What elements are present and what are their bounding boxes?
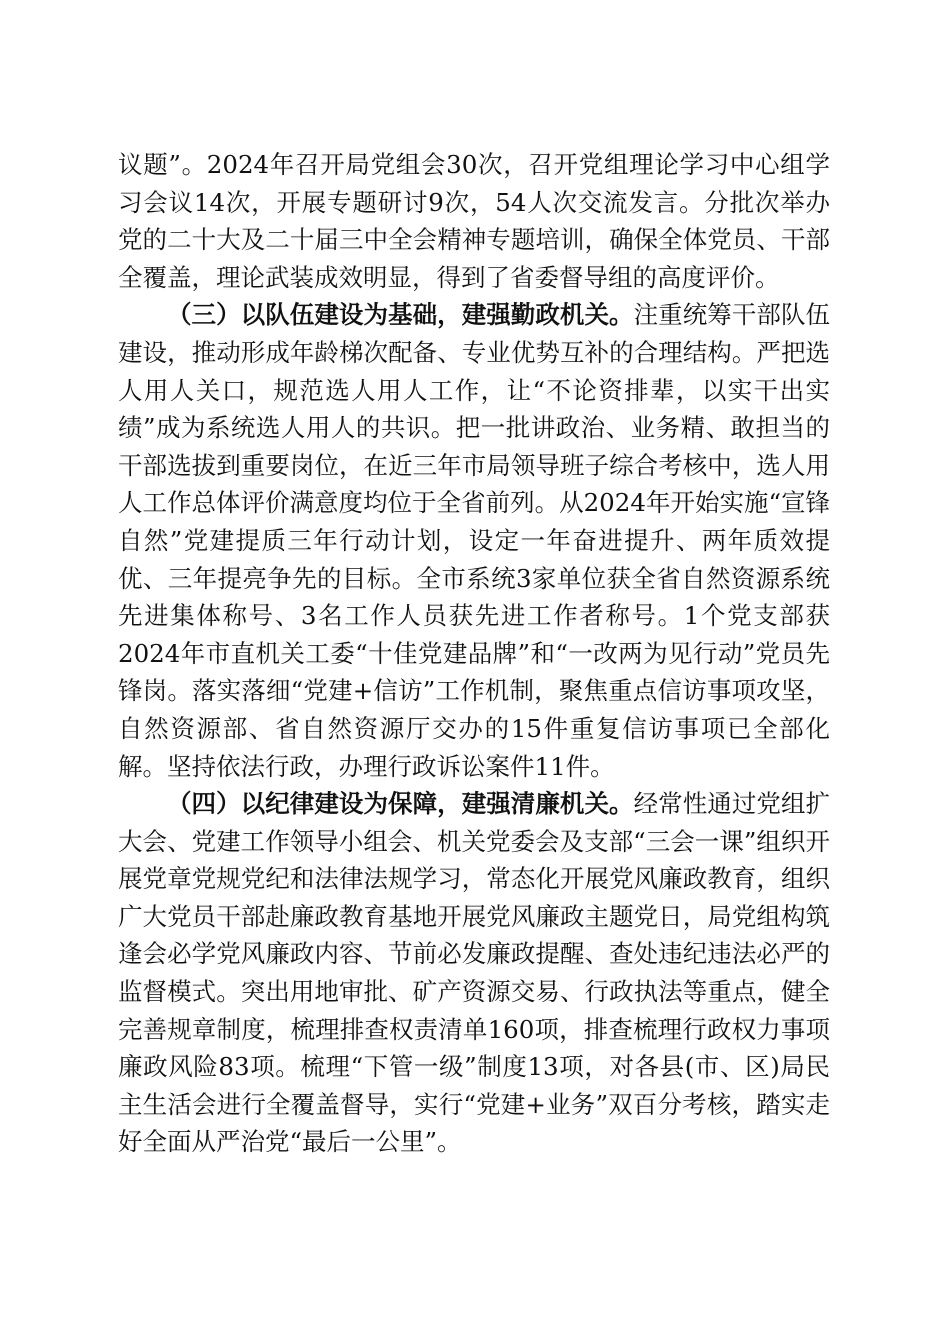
document-body [118,146,830,1161]
paragraph-section-4 [118,785,830,1161]
section-4-heading: （四）以纪律建设为保障，建强清廉机关。 [167,789,634,819]
paragraph-section-3 [118,296,830,785]
section-3-heading: （三）以队伍建设为基础，建强勤政机关。 [167,300,634,330]
section-3-body: 注重统筹干部队伍建设，推动形成年龄梯次配备、专业优势互补的合理结构。严把选人用人关口，规范选人用人工作，让“不论资排辈，以实干出实绩”成为系统选人用人的共识。把一批讲政治、业务精、敢担当的干部选拔到重要岗位，在近三年市局领导班子综合考核中，选人用人工作总体评价满意度均位于全省前列。从2024年开始实施“宣锋自然”党建提质三年行动计划，设定一年奋进提升、两年质效提优、三年提亮争先的目标。全市系统3家单位获全省自然资源系统先进集体称号、3名工作人员获先进工作者称号。1个党支部获2024年市直机关工委“十佳党建品牌”和“一改两为见行动”党员先锋岗。落实落细“党建+信访”工作机制，聚焦重点信访事项攻坚，自然资源部、省自然资源厅交办的15件重复信访事项已全部化解。坚持依法行政，办理行政诉讼案件11件。 [118,300,831,781]
paragraph-continuation: 议题”。2024年召开局党组会30次，召开党组理论学习中心组学习会议14次，开展专题研讨9次，54人次交流发言。分批次举办党的二十大及二十届三中全会精神专题培训，确保全体党员、干部全覆盖，理论武装成效明显，得到了省委督导组的高度评价。 [118,150,830,292]
section-4-body: 经常性通过党组扩大会、党建工作领导小组会、机关党委会及支部“三会一课”组织开展党章党规党纪和法律法规学习，常态化开展党风廉政教育，组织广大党员干部赴廉政教育基地开展党风廉政主题党日，局党组构筑逢会必学党风廉政内容、节前必发廉政提醒、查处违纪违法必严的监督模式。突出用地审批、矿产资源交易、行政执法等重点，健全完善规章制度，梳理排查权责清单160项，排查梳理行政权力事项廉政风险83项。梳理“下管一级”制度13项，对各县(市、区)局民主生活会进行全覆盖督导，实行“党建+业务”双百分考核，踏实走好全面从严治党“最后一公里”。 [118,789,831,1157]
